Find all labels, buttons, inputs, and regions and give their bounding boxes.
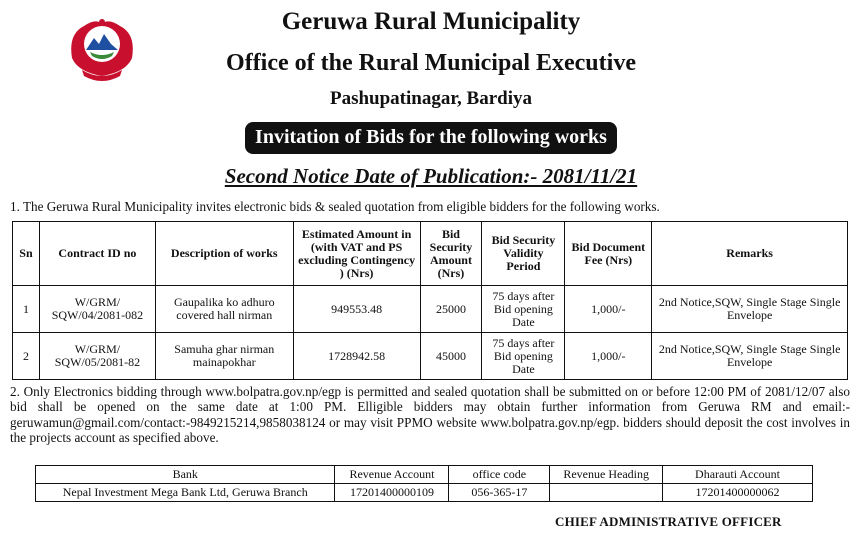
cell-sn: 2: [13, 333, 40, 380]
bidding-instructions-paragraph: 2. Only Electronics bidding through www.bolpatra.gov.np/egp is permitted and sealed quotation shall be submitted on or before 12:00 PM of 2081/12/07 also bid shall be opened on the same date at 1:00 PM. Elligible bidders may obtain further information from Geruwa RM and email:- geruwamun@gmail.com/contact:-9849215214,9858038124 or may visit PPMO website www.bolpatra.gov.np/egp. bidders should deposit the cost involves in the projects account as specified above.: [10, 384, 850, 445]
header-bank: Bank: [36, 466, 335, 484]
cell-bank-name: Nepal Investment Mega Bank Ltd, Geruwa Branch: [36, 484, 335, 502]
cell-estimated-amount: 949553.48: [293, 286, 420, 333]
header-dharauti-account: Dharauti Account: [663, 466, 813, 484]
header-estimated-amount: Estimated Amount in (with VAT and PS excluding Contingency ) (Nrs): [293, 222, 420, 286]
cell-remarks: 2nd Notice,SQW, Single Stage Single Envelope: [652, 286, 848, 333]
table-row: [13, 286, 848, 333]
cell-sn: 1: [13, 286, 40, 333]
header-bid-security: Bid Security Amount (Nrs): [420, 222, 482, 286]
intro-paragraph: 1. The Geruwa Rural Municipality invites electronic bids & sealed quotation from eligible bidders for the following works.: [10, 199, 660, 214]
cell-description: Samuha ghar nirman mainapokhar: [155, 333, 293, 380]
cell-remarks: 2nd Notice,SQW, Single Stage Single Envelope: [652, 333, 848, 380]
header-revenue-account: Revenue Account: [335, 466, 449, 484]
works-table-header: [13, 222, 848, 286]
table-row: [36, 484, 813, 502]
signature-title: CHIEF ADMINISTRATIVE OFFICER: [555, 514, 782, 529]
table-row: [13, 333, 848, 380]
cell-document-fee: 1,000/-: [565, 333, 652, 380]
cell-dharauti-account: 17201400000062: [663, 484, 813, 502]
cell-validity-period: 75 days after Bid opening Date: [482, 286, 565, 333]
header-remarks: Remarks: [652, 222, 848, 286]
header-revenue-heading: Revenue Heading: [550, 466, 663, 484]
cell-revenue-account: 17201400000109: [335, 484, 449, 502]
cell-document-fee: 1,000/-: [565, 286, 652, 333]
cell-office-code: 056-365-17: [449, 484, 550, 502]
office-name: Office of the Rural Municipal Executive: [226, 50, 636, 76]
municipality-name: Geruwa Rural Municipality: [281, 8, 581, 35]
cell-bid-security: 45000: [420, 333, 482, 380]
header-description: Description of works: [155, 222, 293, 286]
bank-table-header: [36, 466, 813, 484]
publication-notice: Second Notice Date of Publication:- 2081/11/21: [224, 164, 638, 188]
bank-account-table: [35, 465, 813, 502]
header-validity-period: Bid Security Validity Period: [482, 222, 565, 286]
cell-contract-id: W/GRM/ SQW/05/2081-82: [39, 333, 155, 380]
works-table: [12, 221, 848, 380]
cell-revenue-heading: [550, 484, 663, 502]
cell-validity-period: 75 days after Bid opening Date: [482, 333, 565, 380]
header-office-code: office code: [449, 466, 550, 484]
header-sn: Sn: [13, 222, 40, 286]
cell-contract-id: W/GRM/ SQW/04/2081-082: [39, 286, 155, 333]
cell-description: Gaupalika ko adhuro covered hall nirman: [155, 286, 293, 333]
header-document-fee: Bid Document Fee (Nrs): [565, 222, 652, 286]
invitation-banner: Invitation of Bids for the following works: [245, 122, 617, 154]
cell-bid-security: 25000: [420, 286, 482, 333]
office-location: Pashupatinagar, Bardiya: [329, 88, 532, 109]
header-contract-id: Contract ID no: [39, 222, 155, 286]
cell-estimated-amount: 1728942.58: [293, 333, 420, 380]
